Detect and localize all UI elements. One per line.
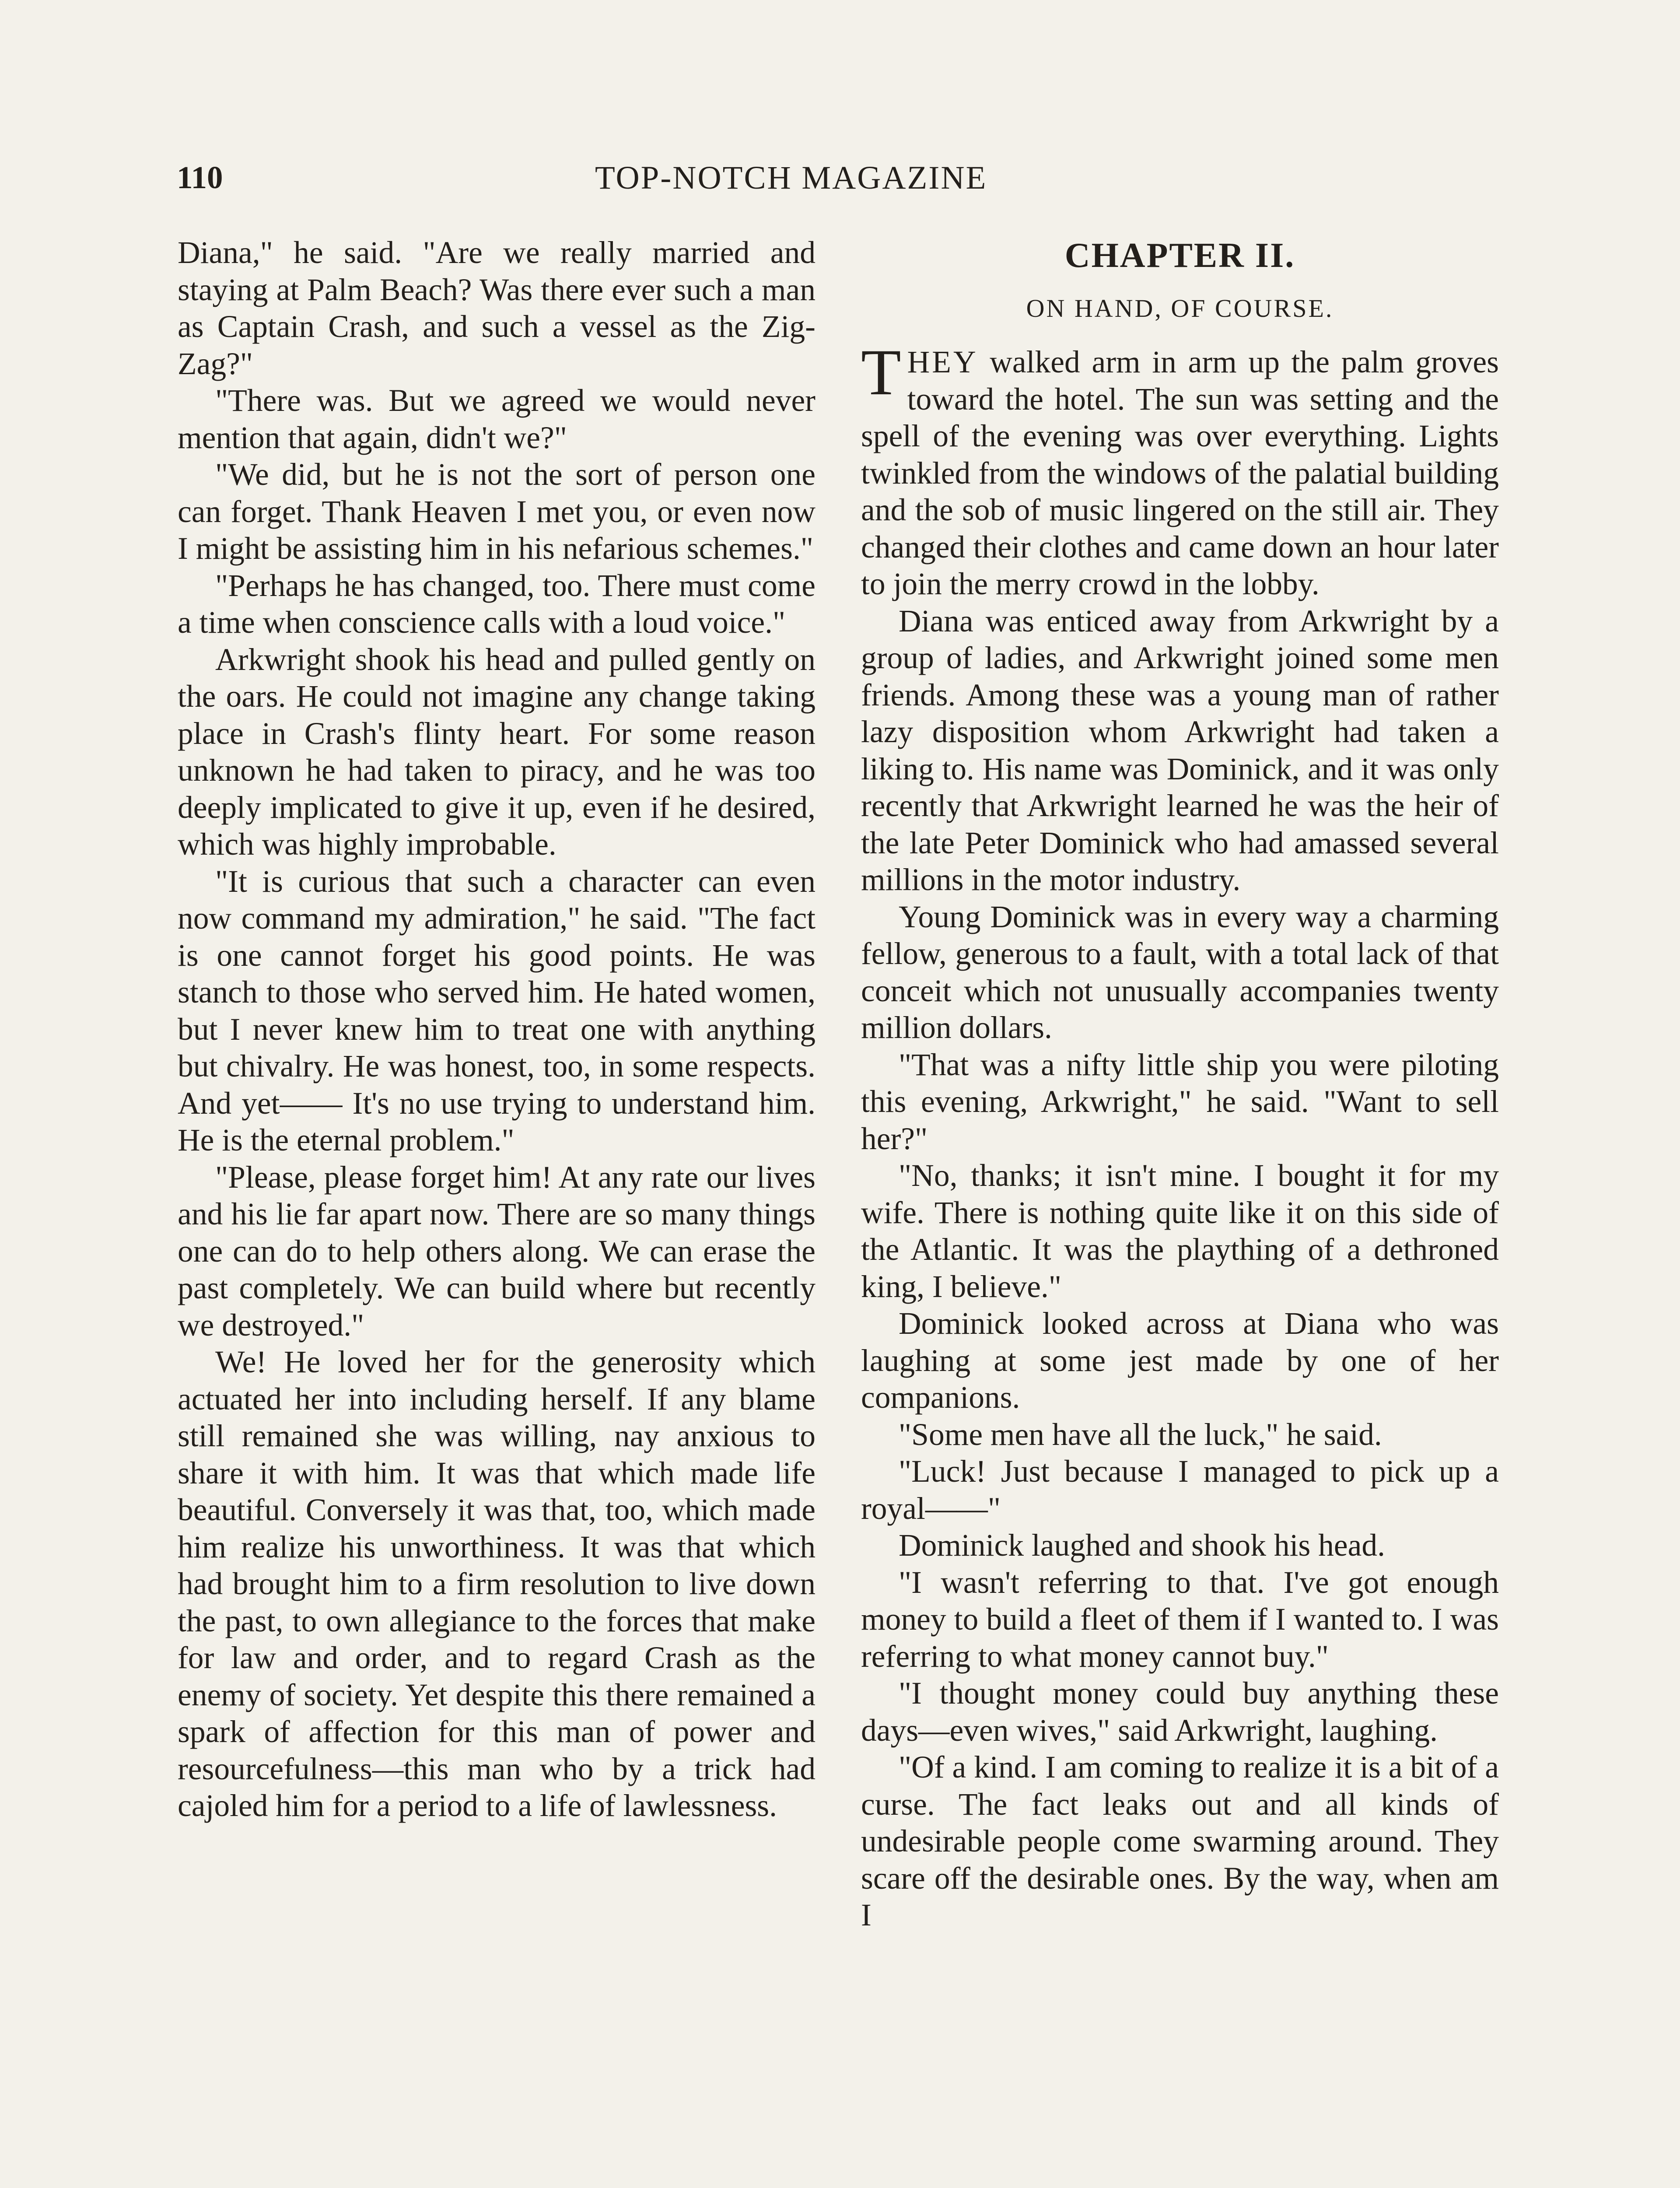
page-number: 110 xyxy=(177,160,223,195)
paragraph: We! He loved her for the generosity which actuated her into including herself. If any blame still remained she was willing, nay anxious to share it with him. It was that which made life beautiful. Conversely it was that, too, which made him realize his unworthiness. It was that which had brought him to a firm resolution to live down the past, to own allegiance to the forces that make for law and order, and to regard Crash as the enemy of society. Yet despite this there remained a spark of affection for this man of power and resourcefulness—this man who by a trick had cajoled him for a period to a life of lawlessness. xyxy=(178,1345,816,1823)
paragraph: Dominick looked across at Diana who was laughing at some jest made by one of her companions. xyxy=(861,1306,1499,1415)
paragraph: "Please, please forget him! At any rate our lives and his lie far apart now. There are so many things one can do to help others along. We can erase the past completely. We can build where but recently we destroyed." xyxy=(178,1160,816,1343)
paragraph: "I thought money could buy anything these days—even wives," said Arkwright, laughing. xyxy=(861,1676,1499,1748)
paragraph: "I wasn't referring to that. I've got enough money to build a fleet of them if I wanted to. I was referring to what money cannot buy." xyxy=(861,1565,1499,1674)
paragraph: Dominick laughed and shook his head. xyxy=(899,1528,1386,1563)
paragraph: "No, thanks; it isn't mine. I bought it for my wife. There is nothing quite like it on this side of the Atlantic. It was the plaything of a dethroned king, I believe." xyxy=(861,1158,1499,1304)
paragraph: Arkwright shook his head and pulled gently on the oars. He could not imagine any change taking place in Crash's flinty heart. For some reason unknown he had taken to piracy, and he was too deeply implicated to give it up, even if he desired, which was highly improbable. xyxy=(178,642,816,862)
paragraph: "Of a kind. I am coming to realize it is a bit of a curse. The fact leaks out and all kinds of undesirable people come swarming around. They scare off the desirable ones. By the way, when am I xyxy=(861,1750,1499,1932)
paragraph: Diana," he said. "Are we really married and staying at Palm Beach? Was there ever such a man as Captain Crash, and such a vessel as the Zig-Zag?" xyxy=(178,235,816,381)
drop-cap: T xyxy=(861,336,901,409)
paragraph: "We did, but he is not the sort of person one can forget. Thank Heaven I met you, or even now I might be assisting him in his nefarious schemes." xyxy=(178,457,816,566)
paragraph: Diana was enticed away from Arkwright by a group of ladies, and Arkwright joined some men friends. Among these was a young man of rather lazy disposition whom Arkwright had taken a liking to. His name was Dominick, and it was only recently that Arkwright learned he was the heir of the late Peter Dominick who had amassed several millions in the motor industry. xyxy=(861,603,1499,897)
opening-text: walked arm in arm up the palm groves toward the hotel. The sun was setting and the spell of the evening was over everything. Lights twinkled from the windows of the palatial building and the sob of music lingered on the still air. They changed their clothes and came down an hour later to join the merry crowd in the lobby. xyxy=(861,345,1499,601)
paragraph: "There was. But we agreed we would never mention that again, didn't we?" xyxy=(178,383,816,455)
chapter-title: CHAPTER II. xyxy=(1064,236,1295,275)
opening-words: HEY xyxy=(907,345,978,379)
paragraph: "It is curious that such a character can even now command my admiration," he said. "The fact is one cannot forget his good points. He was stanch to those who served him. He hated women, but I never knew him to treat one with anything but chivalry. He was honest, too, in some respects. And yet—— It's no use trying to understand him. He is the eternal problem." xyxy=(178,864,816,1157)
paragraph: "Perhaps he has changed, too. There must come a time when conscience calls with a loud voice." xyxy=(178,568,816,640)
paragraph: "That was a nifty little ship you were piloting this evening, Arkwright," he said. "Want to sell her?" xyxy=(861,1047,1499,1156)
right-column xyxy=(861,235,1499,1934)
chapter-subtitle: ON HAND, OF COURSE. xyxy=(1026,294,1334,323)
left-column xyxy=(178,235,816,1825)
paragraph: "Luck! Just because I managed to pick up a royal——" xyxy=(861,1454,1499,1526)
paragraph: "Some men have all the luck," he said. xyxy=(899,1417,1382,1452)
paragraph: Young Dominick was in every way a charming fellow, generous to a fault, with a total lack of that conceit which not unusually accompanies twenty million dollars. xyxy=(861,899,1499,1045)
chapter-opening-paragraph xyxy=(861,336,1499,603)
running-head: TOP-NOTCH MAGAZINE xyxy=(595,160,987,196)
